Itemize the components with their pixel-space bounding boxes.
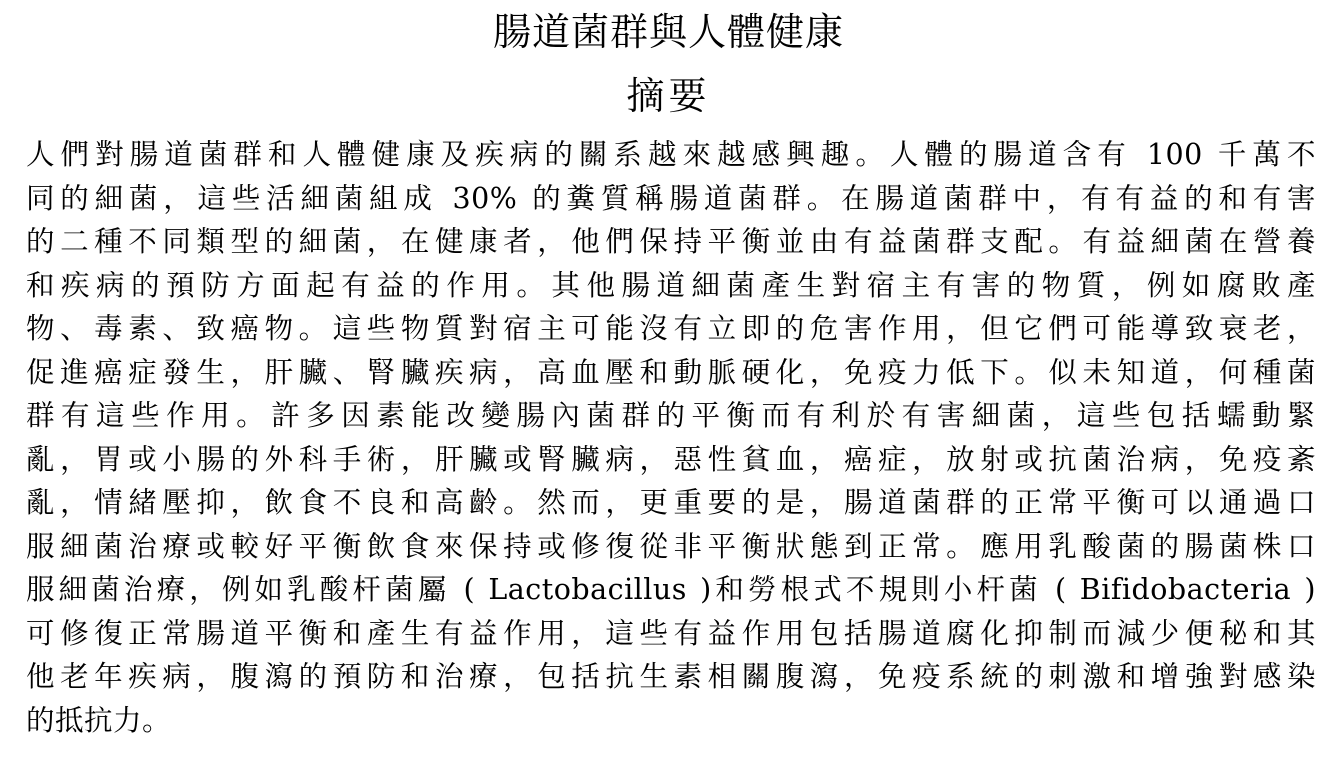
abstract-body [26, 133, 1316, 742]
abstract-line: 服細菌治療，例如乳酸杆菌屬 ( Lactobacillus )和勞根式不規則小杆菌 ( Bifidobacteria ) [26, 573, 1316, 606]
abstract-line: 群有這些作用。許多因素能改變腸內菌群的平衡而有利於有害細菌，這些包括蠕動緊 [26, 399, 1316, 432]
abstract-line: 他老年疾病，腹瀉的預防和治療，包括抗生素相關腹瀉，免疫系統的刺激和增強對感染 [26, 660, 1316, 693]
abstract-heading: 摘要 [626, 74, 711, 118]
abstract-line: 同的細菌，這些活細菌組成 30% 的糞質稱腸道菌群。在腸道菌群中，有有益的和有害 [26, 181, 1316, 215]
abstract-line: 服細菌治療或較好平衡飲食來保持或修復從非平衡狀態到正常。應用乳酸菌的腸菌株口 [26, 529, 1316, 563]
abstract-line: 物、毒素、致癌物。這些物質對宿主可能沒有立即的危害作用，但它們可能導致衰老， [26, 312, 1316, 345]
document-title: 腸道菌群與人體健康 [492, 10, 844, 54]
abstract-line: 亂，情緒壓抑，飲食不良和高齡。然而，更重要的是，腸道菌群的正常平衡可以通過口 [26, 486, 1316, 519]
abstract-line: 亂，胃或小腸的外科手術，肝臟或腎臟病，惡性貧血，癌症，放射或抗菌治病，免疫紊 [26, 442, 1316, 476]
abstract-line: 的二種不同類型的細菌，在健康者，他們保持平衡並由有益菌群支配。有益細菌在營養 [26, 225, 1316, 258]
abstract-line: 人們對腸道菌群和人體健康及疾病的關系越來越感興趣。人體的腸道含有 100 千萬不 [26, 138, 1316, 171]
abstract-line: 促進癌症發生，肝臟、腎臟疾病，高血壓和動脈硬化，免疫力低下。似未知道，何種菌 [26, 355, 1316, 389]
abstract-line: 可修復正常腸道平衡和產生有益作用，這些有益作用包括腸道腐化抑制而減少便秘和其 [26, 616, 1316, 650]
abstract-line: 的抵抗力。 [26, 703, 172, 737]
abstract-line: 和疾病的預防方面起有益的作用。其他腸道細菌產生對宿主有害的物質，例如腐敗產 [26, 268, 1316, 302]
